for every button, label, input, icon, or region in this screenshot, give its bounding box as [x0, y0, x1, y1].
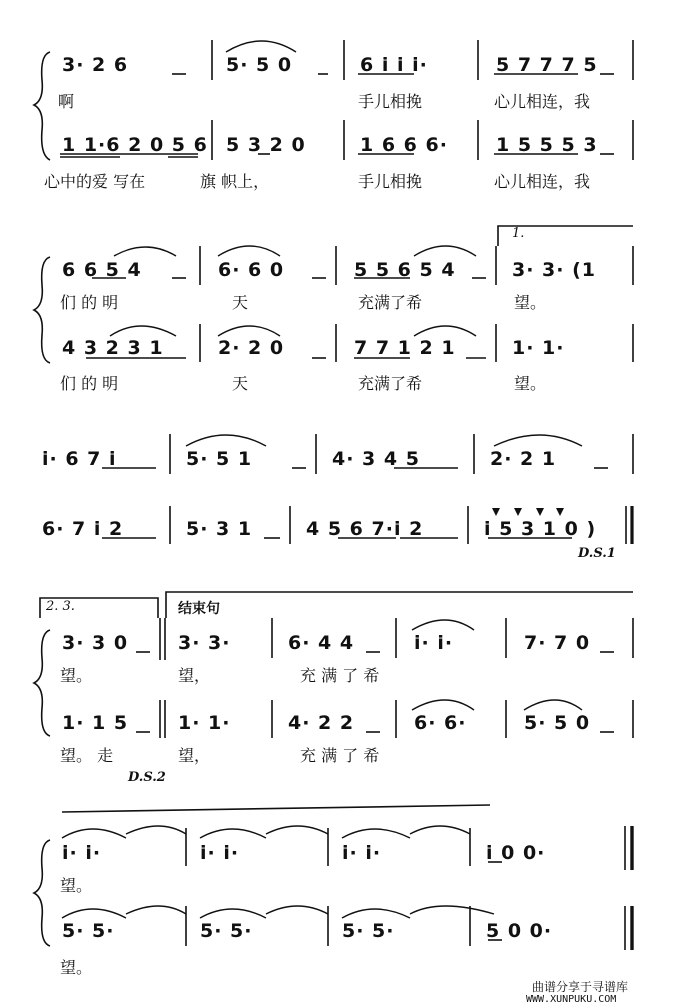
measure: 4· 3 4 5: [332, 448, 420, 470]
lyric: 望。 走: [60, 746, 114, 765]
staff-upper: [58, 840, 646, 866]
lyric: 望。: [60, 958, 93, 977]
lyric: 啊: [58, 92, 75, 111]
slur: [62, 829, 126, 838]
lyric: 望。: [514, 293, 547, 312]
lyric: 心儿相连，我: [494, 92, 591, 111]
watermark-url: WWW.XUNPUKU.COM: [526, 994, 617, 1005]
section-label: 结束句: [178, 601, 220, 617]
measure: 5 7 7 7 5: [496, 54, 598, 76]
lyric: 旗 帜上，: [200, 172, 270, 191]
measure: 1 6 6 6·: [360, 134, 448, 156]
measure: 5 0 0·: [486, 920, 553, 942]
slur: [126, 826, 186, 834]
staff-lower: [58, 132, 646, 158]
measure: i· 6 7 i: [42, 448, 117, 470]
measure: 2· 2 0: [218, 337, 285, 359]
lyric: 充 满 了 希: [300, 666, 380, 685]
slur: [412, 700, 474, 710]
measure: 5 5 6 5 4: [354, 259, 456, 281]
measure: i· i·: [200, 842, 240, 864]
staff-upper: [42, 446, 646, 472]
slur: [266, 906, 328, 914]
measure: 5· 5·: [342, 920, 395, 942]
measure: 1 1·6 2 0 5 6: [62, 134, 208, 156]
slur: [114, 247, 176, 256]
watermark-source: 曲谱分享于寻谱库: [532, 980, 629, 994]
measure: 7 7 1 2 1: [354, 337, 456, 359]
slur: [414, 246, 476, 256]
lyric: 天: [232, 374, 249, 393]
slur: [266, 826, 328, 834]
accent-mark: [492, 508, 500, 516]
lyric: 充 满 了 希: [300, 746, 380, 765]
slur: [412, 620, 474, 630]
measure: 1· 1·: [178, 712, 231, 734]
measure: 6· 6 0: [218, 259, 285, 281]
measure: 3· 3· (1: [512, 259, 597, 281]
measure: i· i·: [414, 632, 454, 654]
brace: [34, 630, 50, 736]
measure: 5· 3 1: [186, 518, 253, 540]
lyric: 充满了希: [358, 293, 423, 312]
slur: [342, 829, 410, 838]
measure: 3· 3·: [178, 632, 231, 654]
slur: [524, 700, 582, 710]
slur: [200, 909, 266, 918]
brace: [34, 840, 50, 946]
lyric: 望。: [60, 876, 93, 895]
staff-lower: [58, 335, 646, 361]
measure: 6· 4 4: [288, 632, 355, 654]
lyric: 手儿相挽: [358, 92, 423, 111]
measure: 6· 7 i 2: [42, 518, 124, 540]
brace: [34, 257, 50, 363]
staff-upper: [58, 52, 646, 78]
lyric: 天: [232, 293, 249, 312]
measure: 4· 2 2: [288, 712, 355, 734]
staff-lower: [42, 516, 646, 542]
slur: [62, 909, 126, 918]
measure: 5· 5 1: [186, 448, 253, 470]
measure: 1· 1·: [512, 337, 565, 359]
measure: 3· 3 0: [62, 632, 129, 654]
lyric: 充满了希: [358, 374, 423, 393]
measure: i 0 0·: [486, 842, 546, 864]
measure: 3· 2 6: [62, 54, 129, 76]
slur: [186, 435, 266, 446]
lyric: 望。: [514, 374, 547, 393]
volta-bracket: [166, 592, 633, 618]
lyric: 们 的 明: [60, 293, 119, 312]
volta-label: 2. 3.: [46, 599, 75, 614]
measure: 4 5 6 7·i 2: [306, 518, 424, 540]
measure: 5· 5 0: [524, 712, 591, 734]
measure: i 5 3 1 0 ): [484, 518, 597, 540]
slur: [218, 246, 280, 256]
dal-segno-mark: D.S.2: [128, 770, 166, 785]
tie-line: [62, 805, 490, 812]
staff-lower: [58, 918, 646, 944]
slur: [410, 906, 494, 914]
lyric: 望，: [178, 746, 211, 765]
volta-label: 1.: [512, 226, 525, 241]
slur: [226, 41, 296, 52]
staff-upper: [58, 257, 646, 283]
slur: [494, 435, 582, 446]
slur: [200, 829, 266, 838]
lyric: 望。: [60, 666, 93, 685]
measure: 7· 7 0: [524, 632, 591, 654]
measure: i· i·: [342, 842, 382, 864]
slur: [126, 906, 186, 914]
dal-segno-mark: D.S.1: [578, 546, 616, 561]
measure: 2· 2 1: [490, 448, 557, 470]
slur: [410, 826, 470, 834]
staff-upper: [58, 630, 646, 656]
measure: 5· 5 0: [226, 54, 293, 76]
measure: 6 i i i·: [360, 54, 428, 76]
lyric: 心儿相连，我: [494, 172, 591, 191]
slur: [342, 909, 410, 918]
accent-mark: [514, 508, 522, 516]
measure: 5· 5·: [200, 920, 253, 942]
measure: 1· 1 5: [62, 712, 129, 734]
lyric: 心中的爱 写在: [44, 172, 146, 191]
accent-mark: [536, 508, 544, 516]
brace: [34, 52, 50, 160]
measure: 6· 6·: [414, 712, 467, 734]
staff-lower: [58, 710, 646, 736]
measure: 5 3 2 0: [226, 134, 306, 156]
measure: 1 5 5 5 3: [496, 134, 598, 156]
lyric: 望，: [178, 666, 211, 685]
measure: 5· 5·: [62, 920, 115, 942]
measure: i· i·: [62, 842, 102, 864]
lyric: 手儿相挽: [358, 172, 423, 191]
measure: 4 3 2 3 1: [62, 337, 164, 359]
measure: 6 6 5 4: [62, 259, 142, 281]
accent-mark: [556, 508, 564, 516]
lyric: 们 的 明: [60, 374, 119, 393]
